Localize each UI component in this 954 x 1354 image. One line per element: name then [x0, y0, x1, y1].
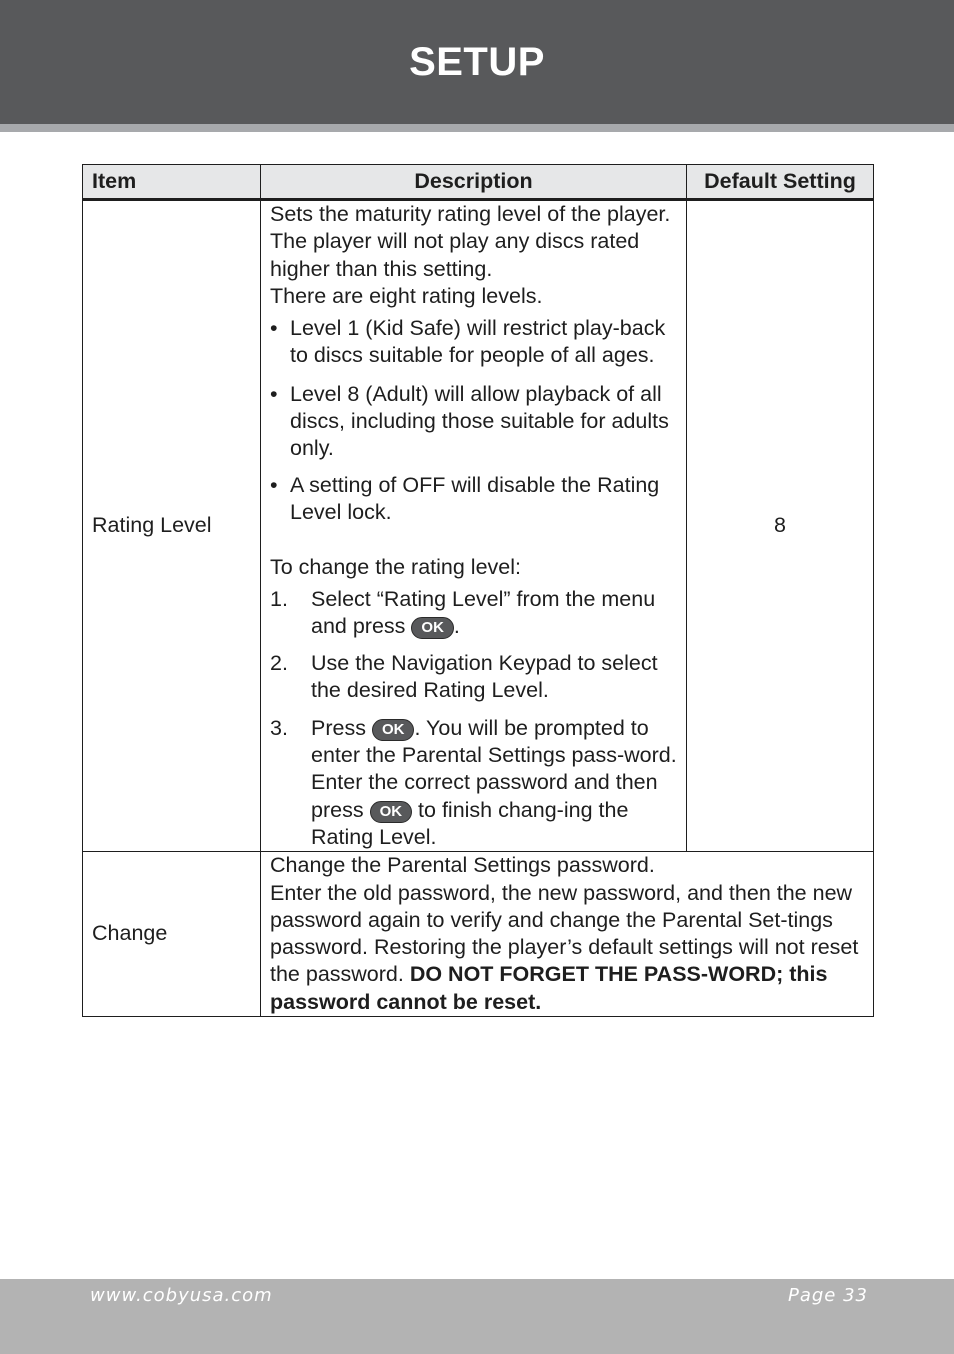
- step-number: 3.: [270, 715, 288, 740]
- list-item: [270, 315, 677, 370]
- bullet-text: Level 1 (Kid Safe) will restrict play-back to discs suitable for people of all ages.: [290, 316, 666, 368]
- step-number: 1.: [270, 586, 288, 611]
- table-header-row: [83, 165, 874, 200]
- bullet-icon: •: [270, 381, 278, 406]
- step-text: Use the Navigation Keypad to select the desired Rating Level.: [311, 651, 658, 703]
- item-cell-rating-level: Rating Level: [83, 200, 261, 852]
- change-line-1: Change the Parental Settings password.: [270, 853, 655, 878]
- bullet-icon: •: [270, 472, 278, 497]
- list-item: [270, 586, 677, 641]
- password-warning: DO NOT FORGET THE PASS-WORD; this password cannot be reset.: [270, 962, 828, 1014]
- ok-button-icon: OK: [411, 617, 454, 639]
- header-divider: [0, 124, 954, 132]
- ok-button-icon: OK: [372, 719, 415, 741]
- description-cell-change: [261, 852, 874, 1017]
- default-cell-rating-level: 8: [687, 200, 874, 852]
- bullet-text: A setting of OFF will disable the Rating Level lock.: [290, 472, 660, 524]
- list-item: [270, 715, 677, 851]
- column-header-default: Default Setting: [687, 165, 874, 200]
- table-row-rating-level: [83, 200, 874, 852]
- change-body: Enter the old password, the new password, and then the new password again to verify and change the Parental Set-tings password. Restoring the player’s default settings will not reset the password. DO NOT FORGET THE PASS-WORD; this password cannot be reset.: [270, 880, 859, 1014]
- table-row-change: [83, 852, 874, 1017]
- list-item: [270, 472, 677, 527]
- step-number: 2.: [270, 651, 288, 676]
- column-header-description: Description: [261, 165, 687, 200]
- list-item: [270, 650, 677, 705]
- rating-intro: Sets the maturity rating level of the player. The player will not play any discs rated higher than this setting.: [270, 202, 671, 281]
- item-cell-change: Change: [83, 852, 261, 1017]
- description-cell-rating-level: [261, 200, 687, 852]
- ok-button-icon: OK: [370, 801, 413, 823]
- change-rating-intro: To change the rating level:: [270, 555, 521, 580]
- page-title: SETUP: [409, 40, 545, 84]
- setup-table: [82, 164, 874, 1017]
- bullet-text: Level 8 (Adult) will allow playback of all discs, including those suitable for adults only.: [290, 381, 669, 461]
- step-text: Select “Rating Level” from the menu and press OK .: [311, 586, 656, 638]
- page-number: Page 33: [787, 1285, 868, 1306]
- list-item: [270, 381, 677, 463]
- footer-url: www.cobyusa.com: [90, 1285, 273, 1306]
- rating-levels-note: There are eight rating levels.: [270, 283, 543, 308]
- step-text: Press OK . You will be prompted to enter the Parental Settings pass-word. Enter the correct password and then press OK to finish chang-ing the Rating Level.: [311, 715, 677, 849]
- bullet-icon: •: [270, 316, 278, 341]
- column-header-item: Item: [83, 165, 261, 200]
